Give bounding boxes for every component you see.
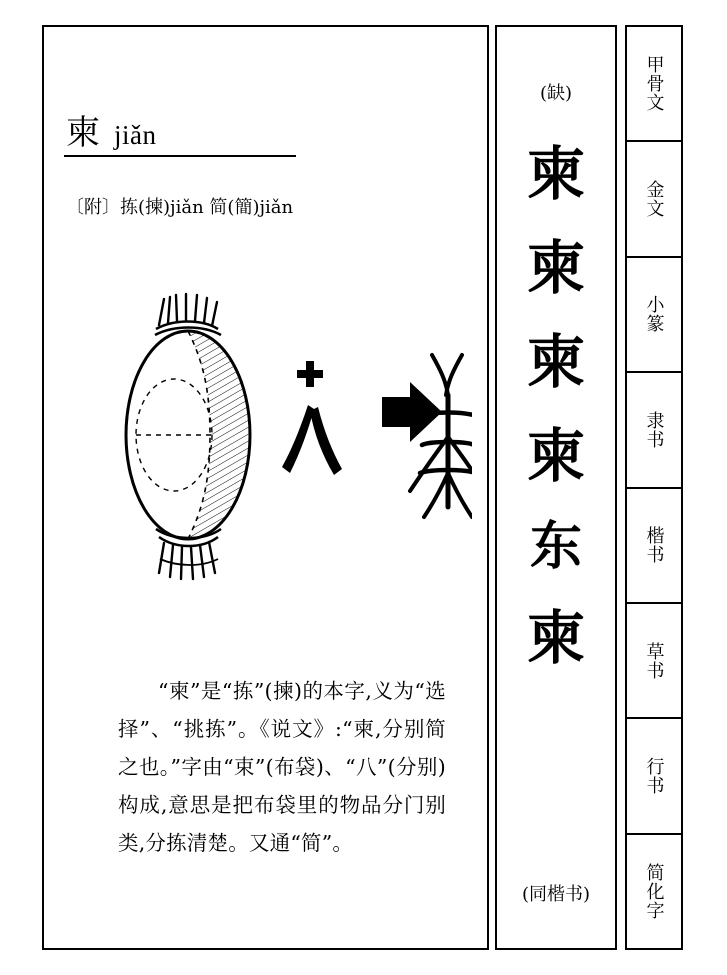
tab-label: 小篆: [643, 295, 665, 334]
tab-caoshu[interactable]: [627, 604, 681, 719]
headword-underline: [64, 155, 296, 157]
tab-xingshu[interactable]: [627, 719, 681, 834]
script-type-tabs: [625, 25, 683, 950]
script-glyph: 柬: [526, 140, 585, 208]
tab-label: 楷书: [643, 526, 665, 565]
tab-jiaguwen[interactable]: [627, 27, 681, 142]
tab-label: 简化字: [643, 862, 665, 920]
ba-character: [282, 405, 342, 475]
tab-label: 隶书: [643, 410, 665, 449]
tab-label: 草书: [643, 641, 665, 680]
tab-label: 甲骨文: [643, 55, 665, 113]
script-same-as-kaishu-note: (同楷书): [521, 884, 591, 905]
script-glyph: 东: [529, 516, 582, 577]
headword-row: [66, 105, 366, 151]
tab-label: 行书: [643, 756, 665, 795]
script-forms-panel: [495, 25, 617, 950]
tab-xiaozhuan[interactable]: [627, 258, 681, 373]
variant-forms-line: 〔附〕拣(揀)jiǎn 简(簡)jiǎn: [66, 197, 294, 218]
tab-label: 金文: [643, 180, 665, 219]
script-glyph: 柬: [526, 328, 585, 396]
tab-jinwen[interactable]: [627, 142, 681, 257]
etymology-illustration: [64, 277, 472, 597]
script-glyph: 柬: [526, 422, 585, 490]
headword-character: 柬: [66, 113, 100, 153]
explanation-paragraph: “柬”是“拣”(揀)的本字,义为“选择”、“挑拣”。《说文》:“柬,分别简之也。”字由“束”(布袋)、“八”(分别)构成,意思是把布袋里的物品分门别类,分拣清楚。又通“简”。: [118, 679, 446, 855]
tab-kaishu[interactable]: [627, 489, 681, 604]
script-missing-note: (缺): [539, 83, 573, 104]
jian-seal-character: [410, 355, 472, 517]
tab-lishu[interactable]: [627, 373, 681, 488]
entry-panel: [42, 25, 489, 950]
script-glyph-stack: [497, 140, 615, 890]
script-glyph: 柬: [526, 604, 585, 672]
plus-sign: [297, 361, 323, 387]
headword-pinyin: jiǎn: [114, 120, 157, 150]
script-glyph: 柬: [526, 234, 585, 302]
cloth-bag-drawing: [126, 294, 250, 579]
tab-jianhuazi[interactable]: [627, 835, 681, 948]
